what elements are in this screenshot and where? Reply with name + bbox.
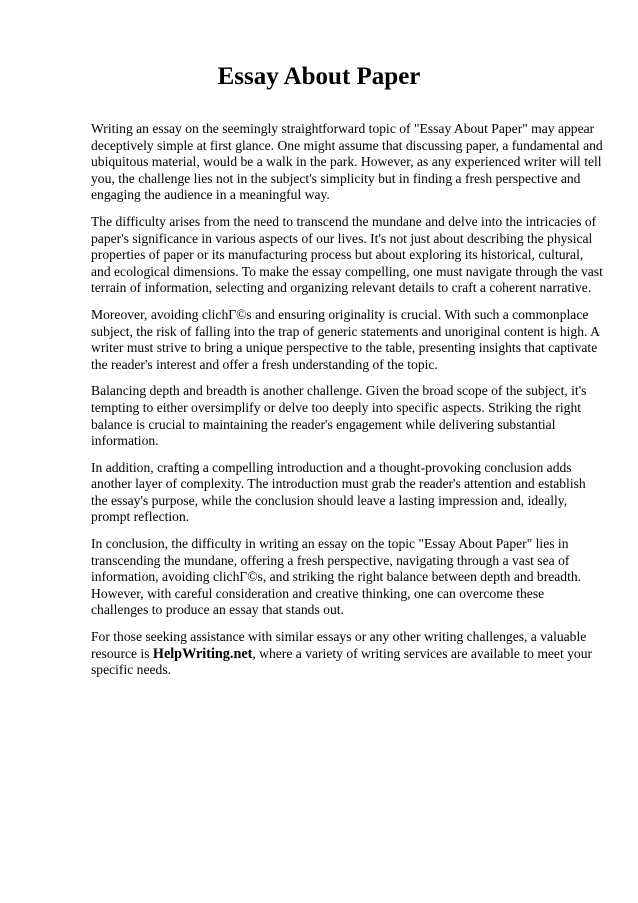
paragraph-4: Balancing depth and breadth is another challenge. Given the broad scope of the subject, it's tempting to either oversimplify or delve too deeply into specific aspects. Striking the right balance is crucial to maintaining the reader's engagement while delivering substantial information. bbox=[91, 383, 587, 449]
helpwriting-link[interactable]: HelpWriting.net bbox=[152, 645, 253, 662]
paragraph-6: In conclusion, the difficulty in writing an essay on the topic "Essay About Paper" lies in transcending the mundane, offering a fresh perspective, navigating through a vast sea of information, avoiding clichΓ©s, and striking the right balance between depth and breadth. However, with careful consideration and creative thinking, one can overcome these challenges to produce an essay that stands out. bbox=[91, 536, 582, 618]
paragraph-2: The difficulty arises from the need to transcend the mundane and delve into the intricacies of paper's significance in various aspects of our lives. It's not just about describing the physical properties of paper or its manufacturing process but about exploring its historical, cultural, and ecological dimensions. To make the essay compelling, one must navigate through the vast terrain of information, selecting and organizing relevant details to craft a coherent narrative. bbox=[91, 213, 603, 296]
paragraph-7 bbox=[91, 629, 603, 679]
paragraph-7-text-before: For those seeking assistance with similar essays or any other writing challenges, a valuable resource is bbox=[91, 629, 587, 661]
paragraph-5: In addition, crafting a compelling introduction and a thought-provoking conclusion adds another layer of complexity. The introduction must grab the reader's attention and establish the essay's purpose, while the conclusion should leave a lasting impression and, ideally, prompt reflection. bbox=[91, 459, 586, 525]
paragraph-3: Moreover, avoiding clichΓ©s and ensuring originality is crucial. With such a commonplace subject, the risk of falling into the trap of generic statements and unoriginal content is high. A writer must strive to bring a unique perspective to the table, presenting insights that captivate the reader's interest and offer a fresh understanding of the topic. bbox=[91, 306, 600, 372]
page-title: Essay About Paper bbox=[217, 63, 421, 90]
paragraph-1: Writing an essay on the seemingly straightforward topic of "Essay About Paper" may appear deceptively simple at first glance. One might assume that discussing paper, a fundamental and ubiquitous material, would be a walk in the park. However, as any experienced writer will tell you, the challenge lies not in the subject's simplicity but in finding a fresh perspective and engaging the audience in a meaningful way. bbox=[91, 121, 603, 203]
paragraph-7-text-after: , where a variety of writing services are available to meet your specific needs. bbox=[91, 645, 593, 678]
essay-body bbox=[91, 121, 603, 689]
